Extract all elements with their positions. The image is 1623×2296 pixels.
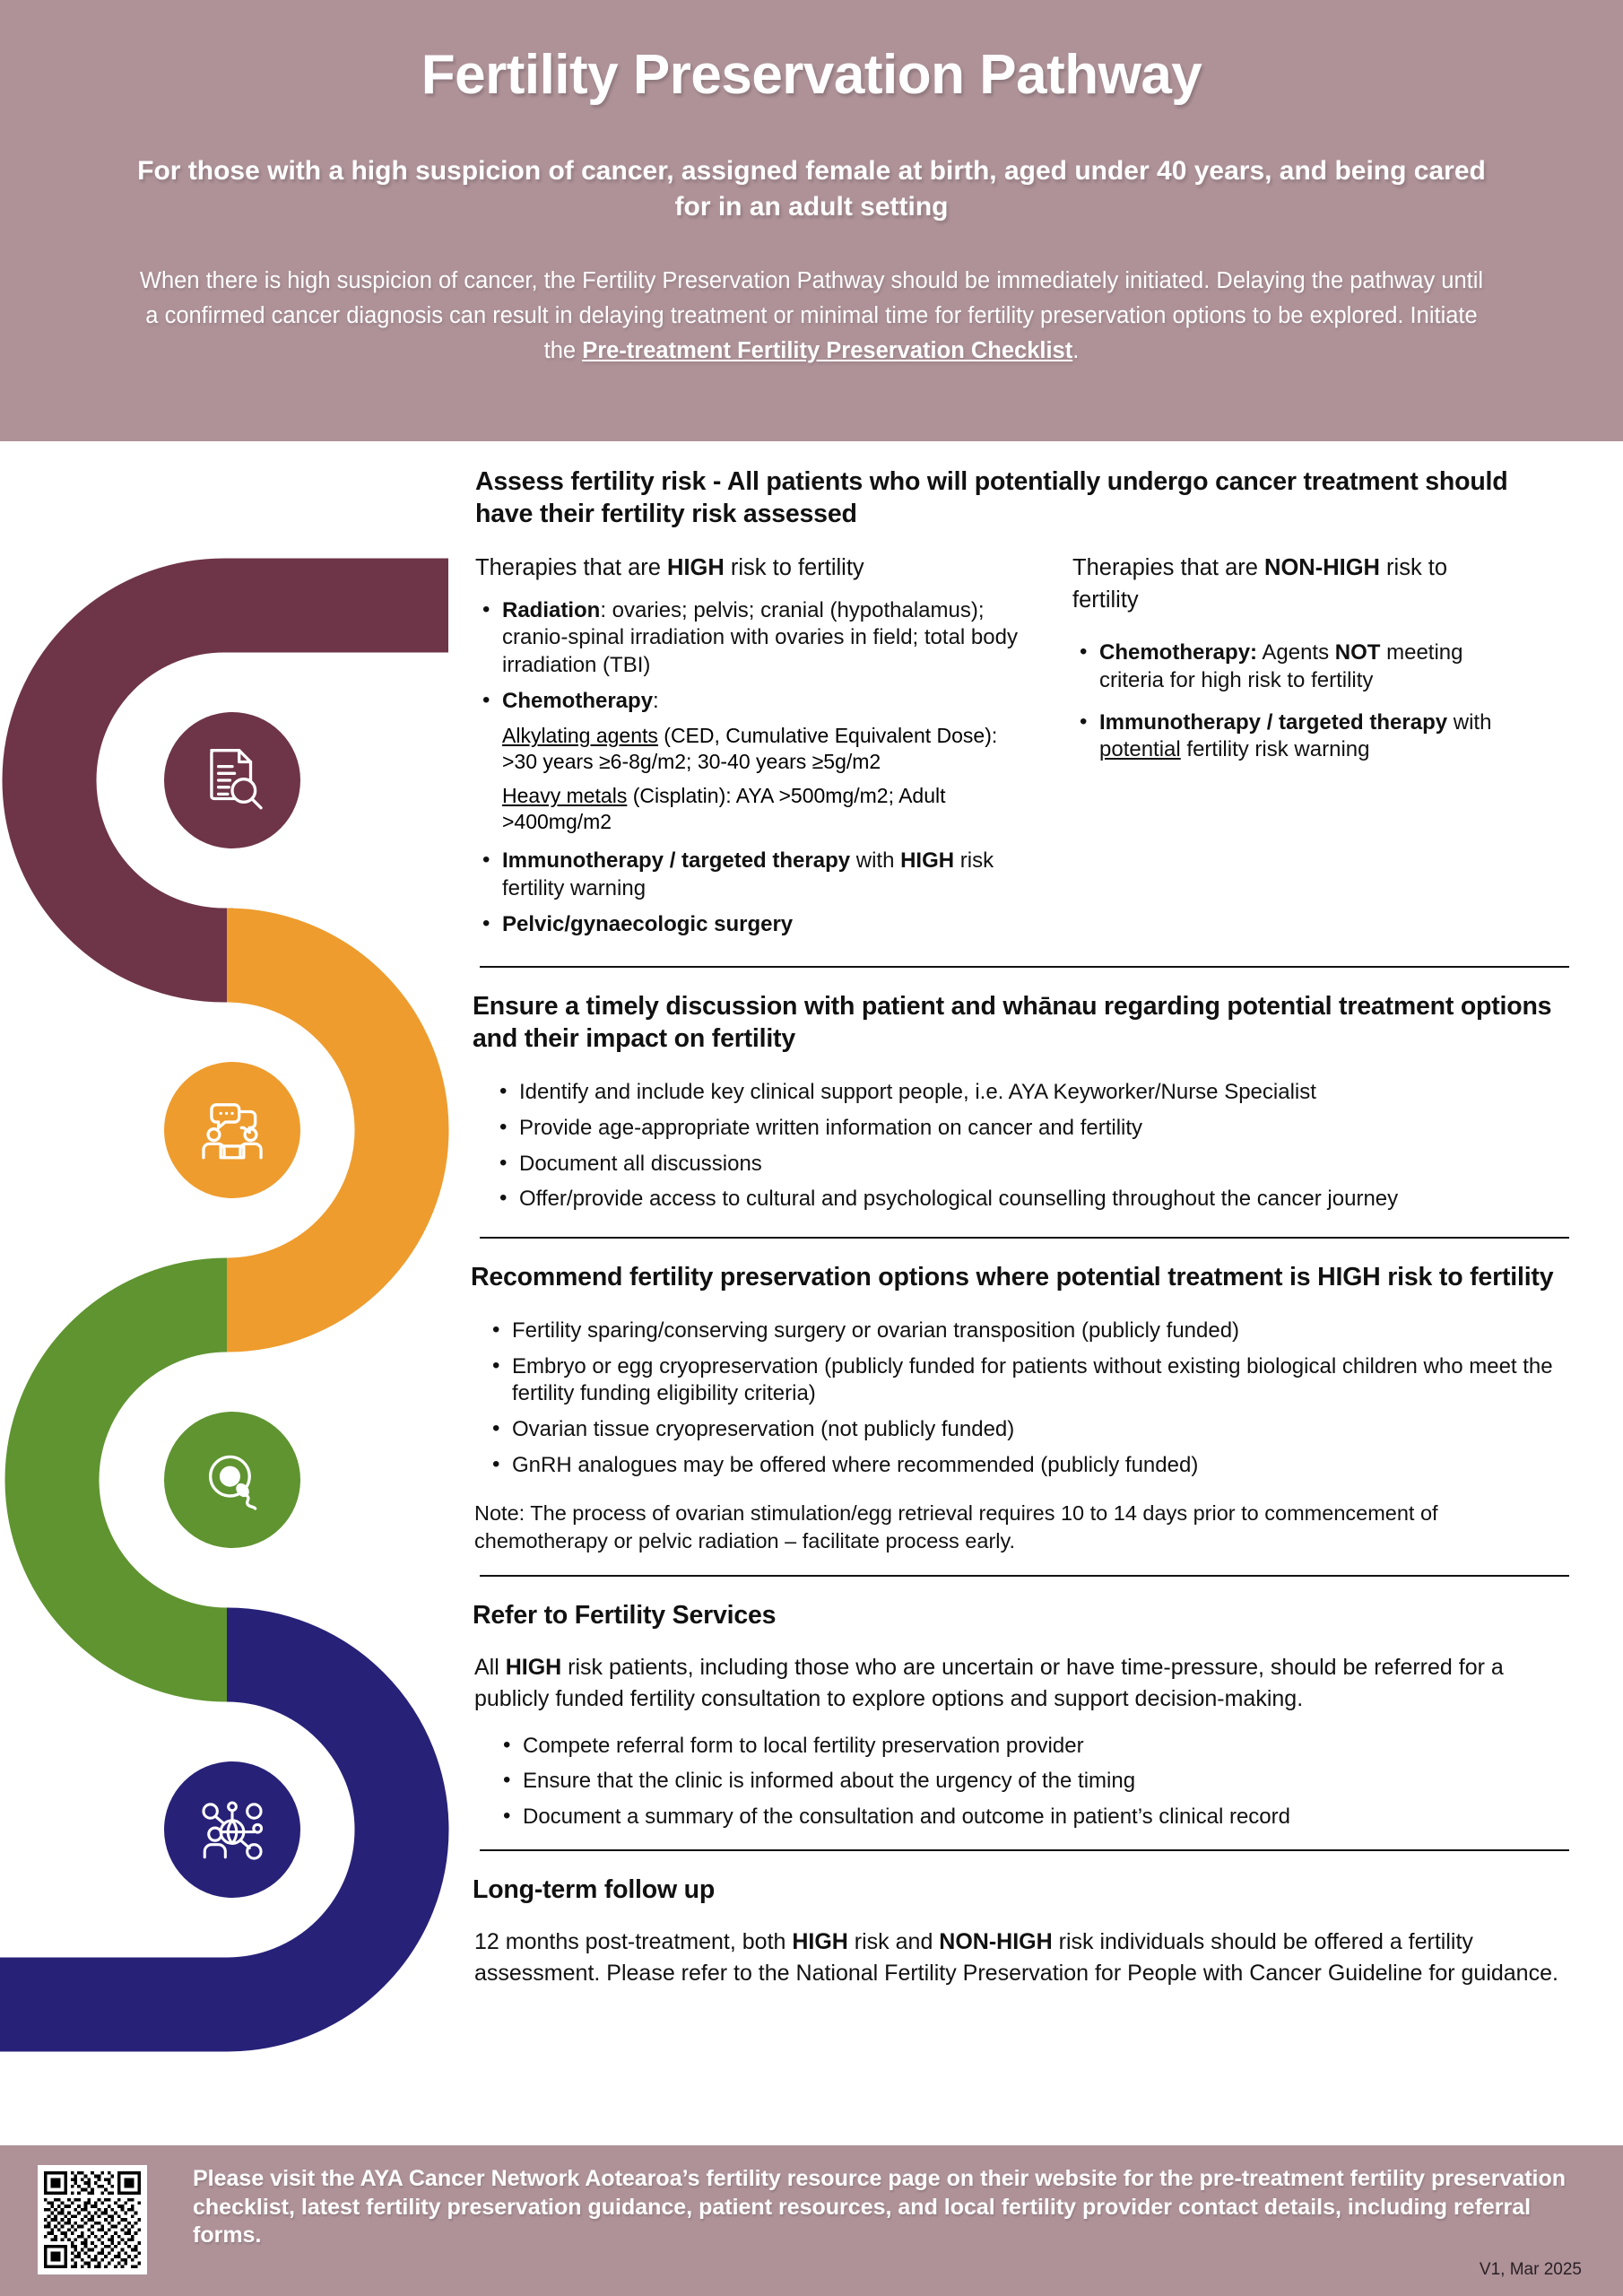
preservation-note: Note: The process of ovarian stimulation/egg retrieval requires 10 to 14 days prior to commencement of chemotherapy or pelvic radiation – facilitate process early. [474,1500,1438,1552]
content-column [471,466,1569,1989]
pathway-icon-discussion [164,1062,300,1198]
follow-up-high: HIGH [792,1928,848,1954]
refer-intro-pre: All [474,1654,506,1680]
non-high-head-post: risk to fertility [1072,554,1448,613]
alkylating-agents-label: Alkylating agents [502,724,658,748]
list-item [475,911,1031,939]
radiation-detail: : ovaries; pelvis; cranial (hypothalamus); cranio-spinal irradiation with ovaries in field; total body irradiation (TBI) [502,597,1018,677]
immuno-mid: with [850,848,901,874]
nh-immuno-rest: fertility risk warning [1180,737,1370,762]
list-item: • Embryo or egg cryopreservation (publicly funded for patients without existing biological children who meet the fertility funding eligibility criteria) [485,1353,1569,1408]
section-long-term-follow-up [473,1874,1569,1989]
list-item: • Compete referral form to local fertility preservation provider [496,1733,1569,1761]
high-risk-head-pre: Therapies that are [475,554,668,580]
poster-footer [0,2145,1623,2296]
qr-code-image [44,2171,141,2268]
nh-immuno-label: Immunotherapy / targeted therapy [1099,709,1448,735]
nh-immuno-mid: with [1447,709,1492,735]
egg-sperm-icon [195,1443,269,1517]
follow-up-body [474,1926,1569,1989]
nh-immuno-potential: potential [1099,737,1181,762]
section-timely-discussion [473,991,1569,1213]
refer-bullets [496,1733,1569,1831]
refer-intro-high: HIGH [505,1654,562,1680]
list-item: • Document a summary of the consultation and outcome in patient’s clinical record [496,1804,1569,1831]
section-refer-to-fertility-services [473,1600,1569,1831]
immuno-label: Immunotherapy / targeted therapy [502,848,851,874]
version-label: V1, Mar 2025 [1479,2260,1582,2279]
non-high-risk-list [1072,639,1512,764]
page-title: Fertility Preservation Pathway [421,44,1202,106]
poster-header [0,0,1623,441]
page-subtitle: For those with a high suspicion of cancer, assigned female at birth, aged under 40 years, and being cared for in an adult setting [137,156,1486,222]
list-item [475,597,1031,680]
list-item: • Offer/provide access to cultural and psychological counselling throughout the cancer journey [492,1186,1569,1213]
section-2-heading: Ensure a timely discussion with patient and whānau regarding potential treatment options and their impact on fertility [473,992,1552,1054]
section-1-heading: Assess fertility risk - All patients who will potentially undergo cancer treatment should have their fertility risk assessed [475,467,1508,528]
list-item [475,848,1031,902]
non-high-head-strong: NON-HIGH [1264,554,1380,580]
list-item [475,688,1031,716]
section-4-heading: Refer to Fertility Services [473,1600,777,1630]
footer-message: Please visit the AYA Cancer Network Aotearoa’s fertility resource page on their website for the pre-treatment fertility preservation checklist, latest fertility preservation guidance, patient resources, and local fertility provider contact details, including referral forms. [193,2166,1567,2248]
pelvic-surgery-label: Pelvic/gynaecologic surgery [502,911,794,936]
section-assess-fertility-risk [475,466,1569,946]
nh-chemo-mid: Agents [1257,640,1335,665]
preservation-bullets [485,1318,1569,1480]
non-high-risk-column-heading [1072,552,1512,616]
pathway-icon-refer [164,1761,300,1898]
list-item: • Ensure that the clinic is informed about the urgency of the timing [496,1768,1569,1796]
qr-code[interactable] [38,2165,147,2274]
non-high-head-pre: Therapies that are [1072,554,1265,580]
follow-up-post: risk individuals should be offered a fertility assessment. Please refer to the National Fertility Preservation for People with Cancer Guideline for guidance. [474,1928,1558,1986]
discussion-bullets [492,1079,1569,1213]
list-item: • Document all discussions [492,1151,1569,1178]
refer-intro-post: risk patients, including those who are uncertain or have time-pressure, should be referred for a publicly funded fertility consultation to explore options and support decision-making. [474,1654,1504,1711]
section-divider-3 [480,1575,1569,1577]
immuno-high: HIGH [900,848,955,874]
high-risk-list-part1 [475,597,1031,716]
nh-chemo-label: Chemotherapy: [1099,640,1258,665]
checklist-link[interactable]: Pre-treatment Fertility Preservation Checklist [582,337,1073,363]
heavy-metals-block [475,783,1031,835]
header-intro-text: When there is high suspicion of cancer, the Fertility Preservation Pathway should be immediately initiated. Delaying the pathway until a confirmed cancer diagnosis can result in delaying treatment or minimal time for fertility preservation options to be explored. Initiate the [139,268,1484,363]
chemotherapy-label: Chemotherapy [502,688,654,713]
section-divider-1 [480,966,1569,968]
network-people-icon [195,1793,269,1866]
follow-up-pre: 12 months post-treatment, both [474,1928,793,1954]
high-risk-list-part2 [475,848,1031,938]
follow-up-mid: risk and [847,1928,940,1954]
document-search-icon [195,744,269,817]
pathway-icon-preservation [164,1412,300,1548]
list-item: • Fertility sparing/conserving surgery or ovarian transposition (publicly funded) [485,1318,1569,1345]
refer-intro [474,1652,1569,1715]
section-divider-4 [480,1849,1569,1851]
high-risk-column [475,552,1031,947]
list-item: • Ovarian tissue cryopreservation (not publicly funded) [485,1416,1569,1444]
list-item [1072,709,1512,764]
chemotherapy-colon: : [653,688,659,713]
alkylating-agents-detail: (CED, Cumulative Equivalent Dose): >30 years ≥6-8g/m2; 30-40 years ≥5g/m2 [502,724,998,774]
pathway-icon-assess [164,712,300,848]
section-preservation-options [471,1262,1569,1555]
nh-chemo-rest: meeting criteria for high risk to fertility [1099,640,1463,692]
high-risk-head-strong: HIGH [667,554,725,580]
immuno-rest: risk fertility warning [502,848,994,900]
list-item: • Provide age-appropriate written information on cancer and fertility [492,1115,1569,1143]
follow-up-non-high: NON-HIGH [939,1928,1053,1954]
radiation-label: Radiation [502,597,601,622]
list-item [1072,639,1512,694]
high-risk-head-post: risk to fertility [724,554,864,580]
list-item: • GnRH analogues may be offered where recommended (publicly funded) [485,1452,1569,1480]
risk-columns [475,552,1569,947]
section-5-heading: Long-term follow up [473,1874,716,1904]
header-intro-end: . [1072,337,1080,363]
discussion-people-icon [195,1093,269,1167]
header-intro-paragraph [99,264,1524,368]
heavy-metals-detail: (Cisplatin): AYA >500mg/m2; Adult >400mg/m2 [502,784,946,834]
list-item: • Identify and include key clinical support people, i.e. AYA Keyworker/Nurse Specialist [492,1079,1569,1107]
alkylating-agents-block [475,723,1031,775]
pathway-curve-graphic [0,538,457,2144]
nh-chemo-not: NOT [1334,640,1381,665]
heavy-metals-label: Heavy metals [502,784,628,808]
section-3-heading: Recommend fertility preservation options where potential treatment is HIGH risk to fertility [471,1263,1554,1292]
section-divider-2 [480,1237,1569,1239]
high-risk-column-heading [475,552,1031,585]
non-high-risk-column [1072,552,1512,947]
